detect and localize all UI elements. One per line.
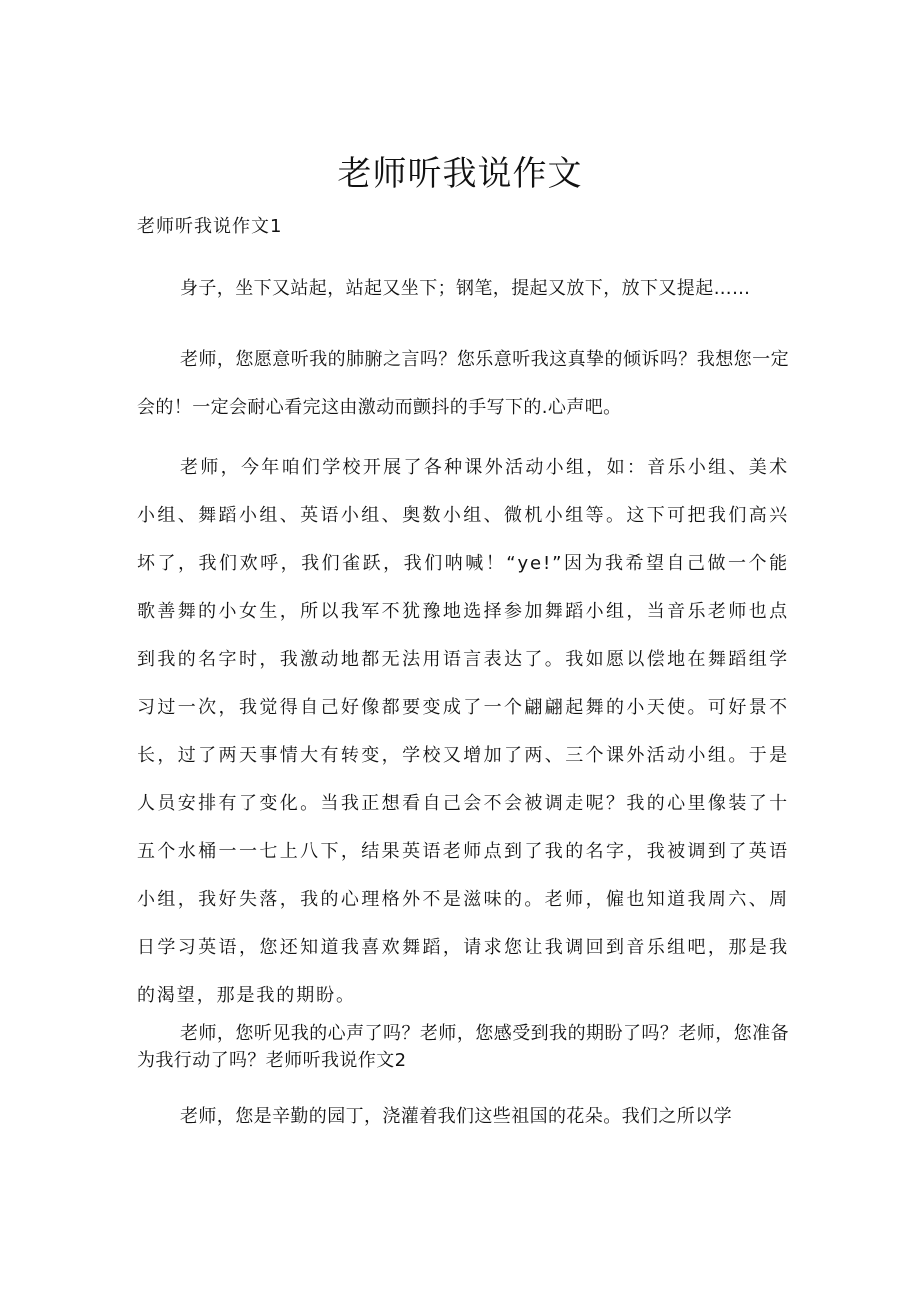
paragraph-4: 老师，您听见我的心声了吗？老师，您感受到我的期盼了吗？老师，您准备为我行动了吗？老师听我说作文2 bbox=[137, 1023, 789, 1071]
paragraph-5: 老师，您是辛勤的园丁，浇灌着我们这些祖国的花朵。我们之所以学 bbox=[180, 1106, 732, 1127]
document-title: 老师听我说作文 bbox=[337, 154, 583, 194]
paragraph-2: 老师，您愿意听我的肺腑之言吗？您乐意听我这真挚的倾诉吗？我想您一定会的！一定会耐心看完这由激动而颤抖的手写下的.心声吧。 bbox=[137, 349, 789, 418]
paragraph-3: 老师，今年咱们学校开展了各种课外活动小组，如：音乐小组、美术小组、舞蹈小组、英语小组、奥数小组、微机小组等。这下可把我们高兴坏了，我们欢呼，我们雀跃，我们呐喊！“ye!”因为我希望自己做一个能歌善舞的小女生，所以我军不犹豫地选择参加舞蹈小组，当音乐老师也点到我的名字时，我激动地都无法用语言表达了。我如愿以偿地在舞蹈组学习过一次，我觉得自己好像都要变成了一个翩翩起舞的小天使。可好景不长，过了两天事情大有转变，学校又增加了两、三个课外活动小组。于是人员安排有了变化。当我正想看自己会不会被调走呢？我的心里像装了十五个水桶一一七上八下，结果英语老师点到了我的名字，我被调到了英语小组，我好失落，我的心理格外不是滋味的。老师，僱也知道我周六、周日学习英语，您还知道我喜欢舞蹈，请求您让我调回到音乐组吧，那是我的渴望，那是我的期盼。 bbox=[137, 457, 789, 1006]
essay-1-heading: 老师听我说作文1 bbox=[137, 216, 283, 237]
paragraph-1: 身子，坐下又站起，站起又坐下；钢笔，提起又放下，放下又提起…… bbox=[180, 278, 751, 299]
